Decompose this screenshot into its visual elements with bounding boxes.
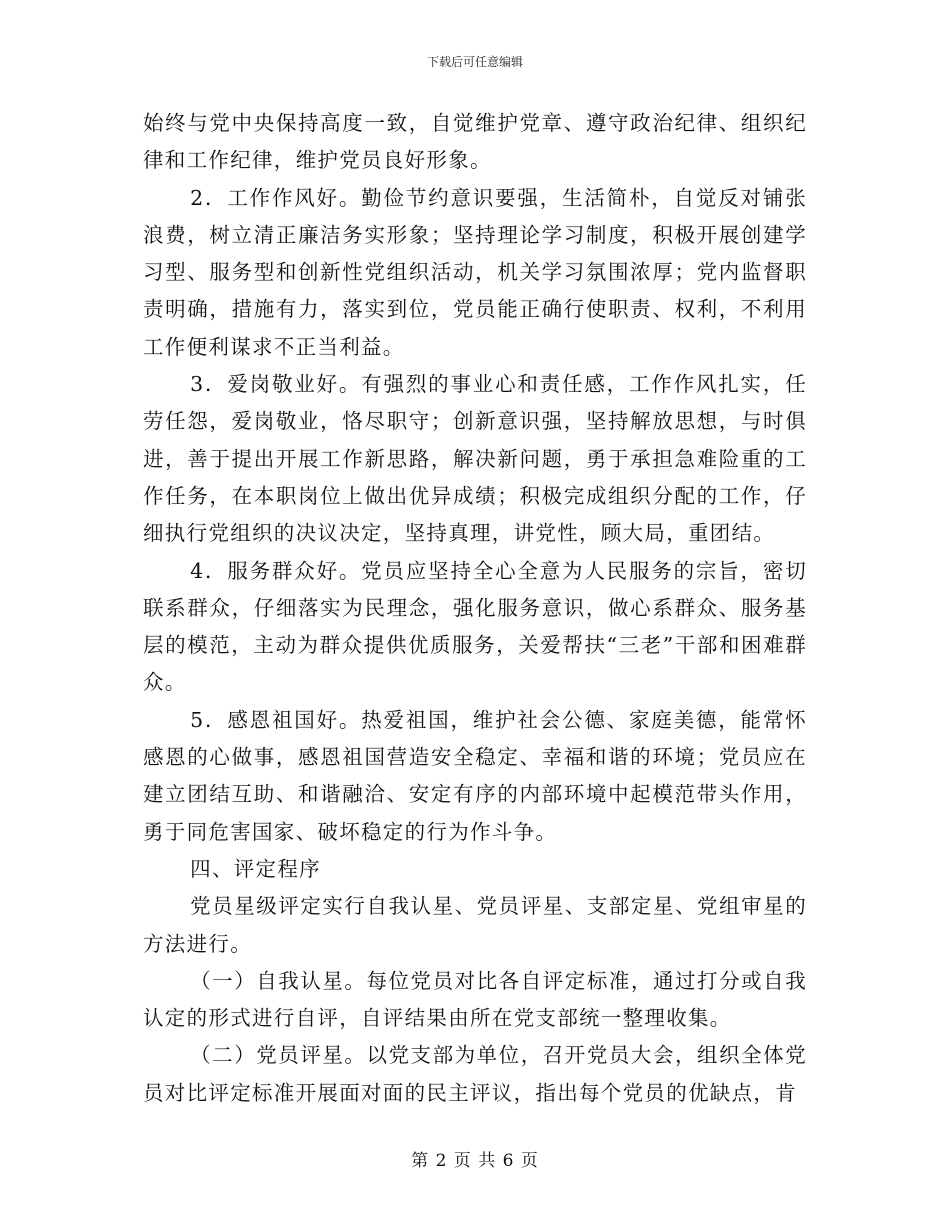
paragraph-self-rating: （一）自我认星。每位党员对比各自评定标准，通过打分或自我认定的形式进行自评，自评结果由所在党支部统一整理收集。 [143, 968, 807, 1031]
footer-suffix: 页 [520, 1151, 539, 1171]
current-page-number: 2 [435, 1151, 448, 1171]
page-header: 下载后可任意编辑 [426, 55, 523, 69]
paragraph-dedication: 3．爱岗敬业好。有强烈的事业心和责任感，工作作风扎实，任劳任怨，爱岗敬业，恪尽职守；创新意识强，坚持解放思想，与时俱进，善于提出开展工作新思路，解决新问题，勇于承担急难险重的工作任务，在本职岗位上做出优异成绩；积极完成组织分配的工作，仔细执行党组织的决议决定，坚持真理，讲党性，顾大局，重团结。 [143, 372, 807, 546]
total-page-number: 6 [502, 1151, 515, 1171]
paragraph-procedure-intro: 党员星级评定实行自我认星、党员评星、支部定星、党组审星的方法进行。 [143, 894, 807, 956]
paragraph-continuation: 始终与党中央保持高度一致，自觉维护党章、遵守政治纪律、组织纪律和工作纪律，维护党员良好形象。 [143, 111, 807, 173]
document-body [143, 105, 807, 1112]
section-heading-procedure: 四、评定程序 [190, 856, 321, 881]
paragraph-work-style: 2．工作作风好。勤俭节约意识要强，生活简朴，自觉反对铺张浪费，树立清正廉洁务实形象；坚持理论学习制度，积极开展创建学习型、服务型和创新性党组织活动，机关学习氛围浓厚；党内监督职责明确，措施有力，落实到位，党员能正确行使职责、权利，不利用工作便利谋求不正当利益。 [143, 185, 807, 359]
paragraph-serve-masses: 4．服务群众好。党员应坚持全心全意为人民服务的宗旨，密切联系群众，仔细落实为民理念，强化服务意识，做心系群众、服务基层的模范，主动为群众提供优质服务，关爱帮扶“三老”干部和困难群众。 [143, 558, 807, 695]
paragraph-gratitude: 5．感恩祖国好。热爱祖国，维护社会公德、家庭美德，能常怀感恩的心做事，感恩祖国营造安全稳定、幸福和谐的环境；党员应在建立团结互助、和谐融洽、安定有序的内部环境中起模范带头作用，勇于同危害国家、破坏稳定的行为作斗争。 [143, 707, 807, 844]
page-footer [0, 1150, 950, 1172]
footer-middle: 页 共 [453, 1151, 497, 1171]
paragraph-member-rating: （二）党员评星。以党支部为单位，召开党员大会，组织全体党员对比评定标准开展面对面的民主评议，指出每个党员的优缺点，肯 [143, 1043, 807, 1105]
footer-prefix: 第 [411, 1151, 430, 1171]
